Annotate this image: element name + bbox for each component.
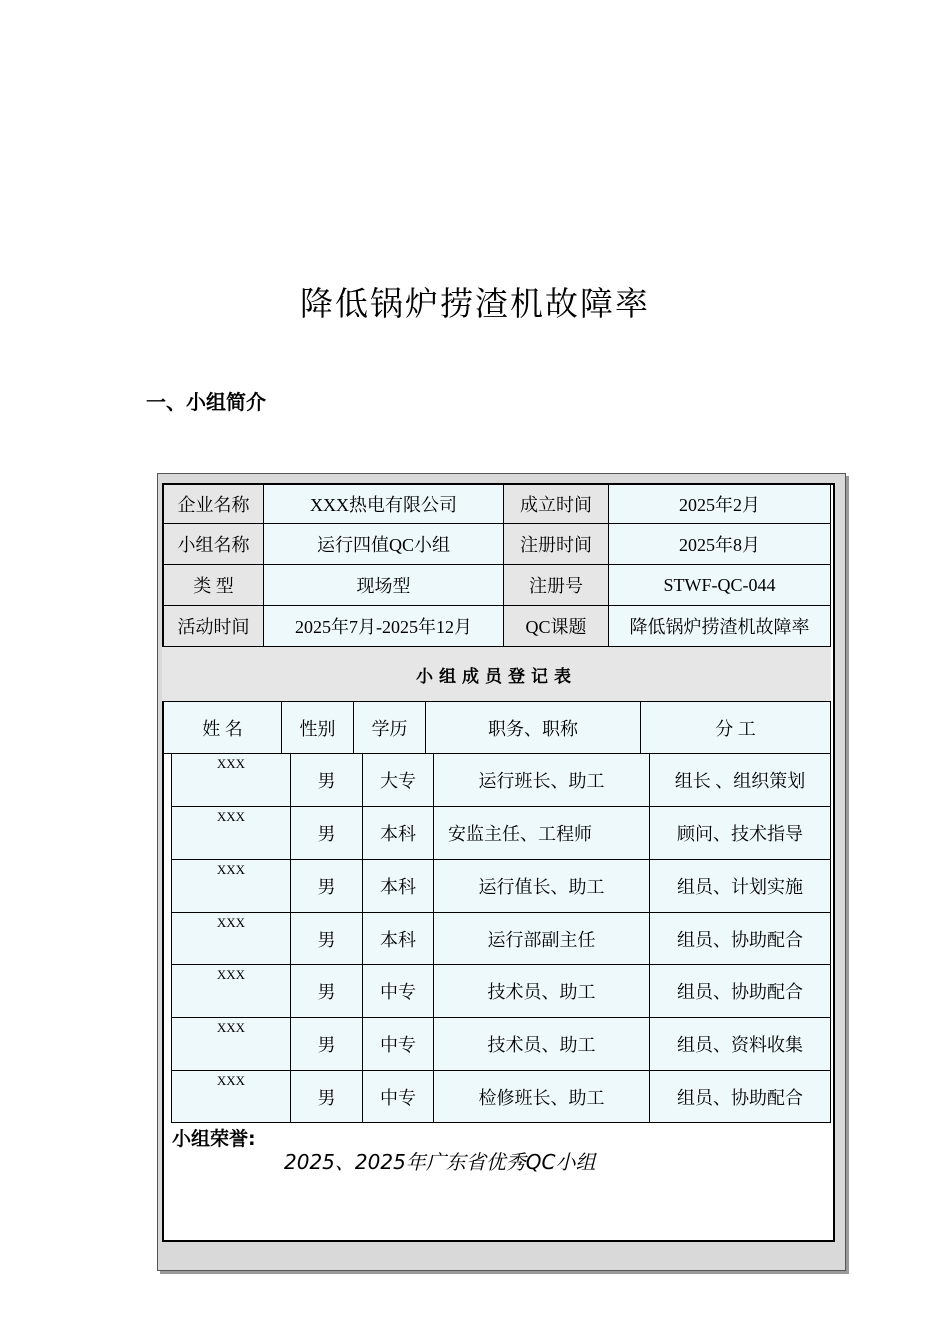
info-label: 注册时间: [504, 524, 609, 565]
info-value: 2025年2月: [609, 485, 831, 524]
info-value: 降低锅炉捞渣机故障率: [609, 606, 831, 647]
member-title: 运行部副主任: [434, 913, 650, 965]
header-title: 职务、职称: [426, 702, 641, 754]
member-title: 技术员、助工: [434, 965, 650, 1018]
member-role: 组长 、组织策划: [650, 754, 831, 807]
member-education: 中专: [363, 1071, 434, 1123]
member-name: XXX: [172, 860, 291, 913]
member-gender: 男: [291, 965, 363, 1018]
info-label: 注册号: [504, 565, 609, 606]
member-gender: 男: [291, 913, 363, 965]
member-gender: 男: [291, 807, 363, 860]
member-role: 组员、协助配合: [650, 1071, 831, 1123]
member-gender: 男: [291, 1018, 363, 1071]
document-title: 降低锅炉捞渣机故障率: [300, 284, 650, 323]
member-name: XXX: [172, 1018, 291, 1071]
member-role: 组员、资料收集: [650, 1018, 831, 1071]
section-heading: 一、小组简介: [146, 390, 266, 414]
member-title: 运行值长、助工: [434, 860, 650, 913]
header-name: 姓 名: [164, 702, 282, 754]
member-education: 本科: [363, 913, 434, 965]
info-value: STWF-QC-044: [609, 565, 831, 606]
member-education: 中专: [363, 965, 434, 1018]
member-education: 大专: [363, 754, 434, 807]
member-title: 检修班长、助工: [434, 1071, 650, 1123]
member-role: 组员、计划实施: [650, 860, 831, 913]
header-role: 分 工: [641, 702, 831, 754]
info-value: 2025年7月-2025年12月: [264, 606, 504, 647]
member-education: 中专: [363, 1018, 434, 1071]
member-name: XXX: [172, 754, 291, 807]
info-label: 成立时间: [504, 485, 609, 524]
info-value: 现场型: [264, 565, 504, 606]
header-education: 学历: [354, 702, 426, 754]
member-name: XXX: [172, 965, 291, 1018]
member-name: XXX: [172, 1071, 291, 1123]
member-gender: 男: [291, 1071, 363, 1123]
honor-label: 小组荣誉:: [172, 1128, 256, 1150]
member-title: 技术员、助工: [434, 1018, 650, 1071]
member-table-title: 小组成员登记表: [162, 647, 831, 702]
member-education: 本科: [363, 807, 434, 860]
member-title: 安监主任、工程师: [434, 807, 650, 860]
member-title: 运行班长、助工: [434, 754, 650, 807]
info-label: 小组名称: [164, 524, 264, 565]
member-gender: 男: [291, 754, 363, 807]
info-value: 运行四值QC小组: [264, 524, 504, 565]
member-role: 组员、协助配合: [650, 913, 831, 965]
member-role: 顾问、技术指导: [650, 807, 831, 860]
info-label: 类 型: [164, 565, 264, 606]
info-label: QC课题: [504, 606, 609, 647]
member-role: 组员、协助配合: [650, 965, 831, 1018]
member-education: 本科: [363, 860, 434, 913]
honor-text: 2025、2025年广东省优秀QC小组: [284, 1150, 596, 1174]
info-value: 2025年8月: [609, 524, 831, 565]
info-value: XXX热电有限公司: [264, 485, 504, 524]
member-name: XXX: [172, 807, 291, 860]
member-name: XXX: [172, 913, 291, 965]
member-gender: 男: [291, 860, 363, 913]
header-gender: 性别: [282, 702, 354, 754]
info-label: 企业名称: [164, 485, 264, 524]
info-label: 活动时间: [164, 606, 264, 647]
